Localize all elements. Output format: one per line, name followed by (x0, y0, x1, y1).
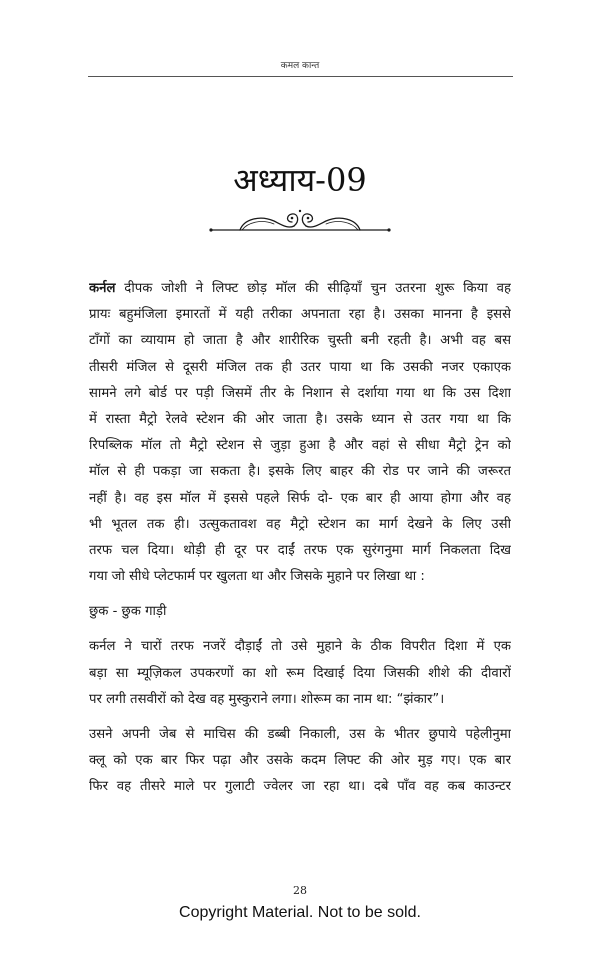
running-header-author: कमल कान्त (280, 61, 320, 71)
paragraph-2 (89, 599, 511, 625)
text-line: बड़ा सा म्यूज़िकल उपकरणों का शो रूम दिखाई दिया जिसकी शीशे की दीवारों (89, 665, 511, 681)
page-number: 28 (293, 884, 307, 897)
chapter-title: अध्याय-09 (233, 161, 367, 199)
copyright-notice: Copyright Material. Not to be sold. (179, 904, 421, 921)
text-line: प्रायः बहुमंजिला इमारतों में यही तरीका अपनाता रहा है। उसका मानना है इससे (89, 307, 511, 323)
text-line: रिपब्लिक मॉल तो मैट्रो स्टेशन से जुड़ा हुआ है और वहां से सीधा मैट्रो ट्रेन को (89, 438, 511, 454)
paragraph-4 (89, 722, 511, 801)
text-line: सामने लगे बोर्ड पर पड़ी जिसमें तीर के निशान से दर्शाया गया था कि उस दिशा (89, 385, 511, 401)
scroll-flourish-divider-icon (208, 207, 392, 237)
text-line: तीसरी मंजिल से दूसरी मंजिल तक ही उतर पाया था कि उसकी नजर एकाएक (89, 359, 511, 375)
header-divider (88, 76, 513, 77)
text-line: गया जो सीधे प्लेटफार्म पर खुलता था और जिसके मुहाने पर लिखा था : (89, 569, 425, 585)
text-line: भी भूतल तक ही। उत्सुकतावश वह मैट्रो स्टेशन का मार्ग देखने के लिए उसी (89, 516, 511, 532)
text-line: कर्नल दीपक जोशी ने लिफ्ट छोड़ मॉल की सीढ़ियाँ चुन उतरना शुरू किया वह (89, 281, 511, 296)
text-line: कर्नल ने चारों तरफ नजरें दौड़ाईं तो उसे मुहाने के ठीक विपरीत दिशा में एक (89, 639, 511, 655)
text-line: नहीं है। वह इस मॉल में इससे पहले सिर्फ दो- एक बार ही आया होगा और वह (89, 490, 511, 506)
paragraph-3 (89, 634, 511, 713)
text-line: छुक - छुक गाड़ी (89, 604, 167, 620)
text-line: मॉल से ही पकड़ा जा सकता है। इसके लिए बाहर की रोड पर जाने की जरूरत (89, 464, 511, 480)
chapter-body (89, 276, 511, 801)
lead-word: कर्नल (89, 281, 116, 296)
text-line: क्लू को एक बार फिर पढ़ा और उसके कदम लिफ्ट की ओर मुड़ गए। एक बार (89, 753, 511, 769)
text-line: टाँगों का व्यायाम हो जाता है और शारीरिक चुस्ती बनी रहती है। अभी वह बस (89, 333, 511, 349)
text-line: उसने अपनी जेब से माचिस की डब्बी निकाली, उस के भीतर छुपाये पहेलीनुमा (89, 727, 511, 742)
paragraph-spacer (89, 590, 511, 599)
paragraph-1 (89, 276, 511, 590)
text-line: तरफ चल दिया। थोड़ी ही दूर पर दाईं तरफ एक सुरंगनुमा मार्ग निकलता दिख (89, 542, 511, 558)
text-line: में रास्ता मैट्रो रेलवे स्टेशन की ओर जाता है। उसके ध्यान से उतर गया था कि (89, 411, 511, 427)
paragraph-spacer (89, 713, 511, 722)
text-line: फिर वह तीसरे माले पर गुलाटी ज्वेलर जा रहा था। दबे पाँव वह कब काउन्टर (89, 779, 511, 795)
text-line: पर लगी तसवीरों को देख वह मुस्कुराने लगा। शोरूम का नाम था: “झंकार”। (89, 691, 445, 707)
paragraph-spacer (89, 625, 511, 634)
